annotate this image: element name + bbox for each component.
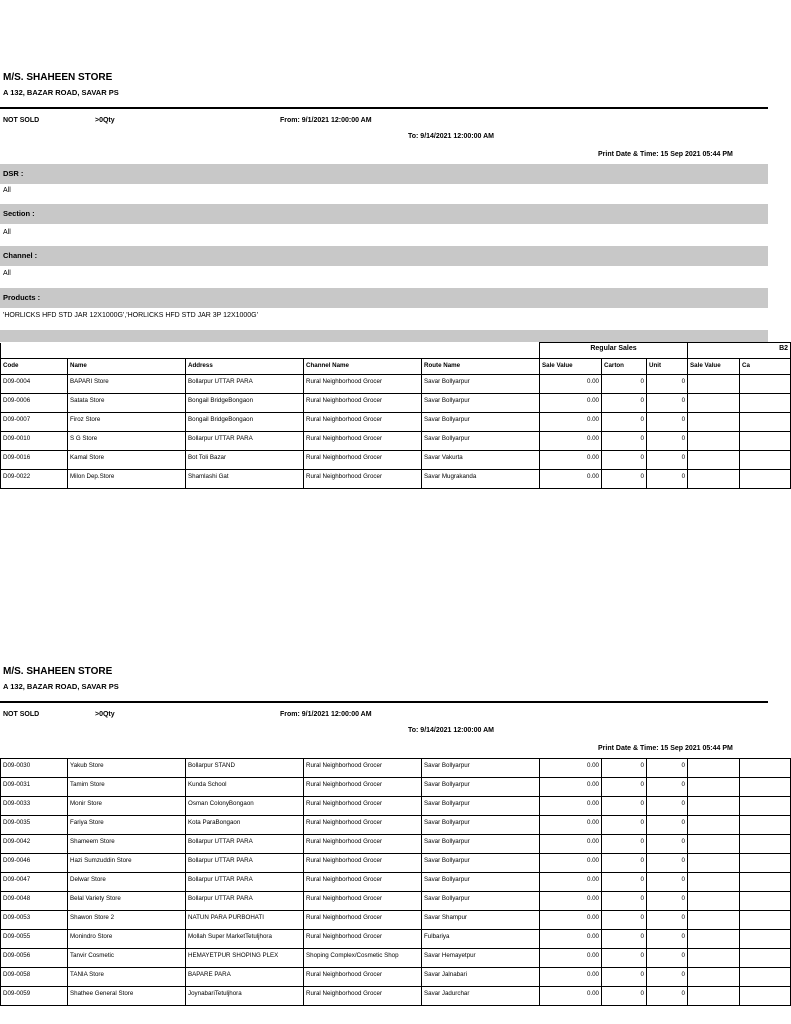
cell-name: Satata Store (68, 394, 186, 413)
cell-code: D09-0035 (1, 816, 68, 835)
cell-sale-value: 0.00 (540, 816, 602, 835)
cell-channel: Rural Neighborhood Grocer (304, 394, 422, 413)
cell-sale-value: 0.00 (540, 413, 602, 432)
cell-unit: 0 (647, 854, 688, 873)
cell-b2-sale-value (688, 949, 740, 968)
cell-sale-value: 0.00 (540, 375, 602, 394)
cell-address: Bollarpur UTTAR PARA (186, 892, 304, 911)
cell-b2-sale-value (688, 432, 740, 451)
cell-b2-sale-value (688, 375, 740, 394)
col-unit: Unit (647, 359, 688, 375)
cell-code: D09-0042 (1, 835, 68, 854)
cell-b2-sale-value (688, 873, 740, 892)
cell-address: Bollarpur STAND (186, 759, 304, 778)
cell-route: Savar Mugrakanda (422, 470, 540, 489)
store-name: M/S. SHAHEEN STORE (3, 666, 113, 677)
cell-route: Savar Jalnabari (422, 968, 540, 987)
cell-name: Tamim Store (68, 778, 186, 797)
not-sold-table (0, 342, 791, 489)
cell-unit: 0 (647, 759, 688, 778)
dsr-label: DSR : (3, 169, 24, 178)
cell-unit: 0 (647, 873, 688, 892)
cell-unit: 0 (647, 432, 688, 451)
cell-b2-carton (740, 451, 791, 470)
cell-b2-sale-value (688, 413, 740, 432)
cell-channel: Rural Neighborhood Grocer (304, 451, 422, 470)
section-label: Section : (3, 209, 35, 218)
filter-band-channel (0, 246, 768, 266)
cell-unit: 0 (647, 949, 688, 968)
cell-b2-carton (740, 854, 791, 873)
cell-code: D09-0033 (1, 797, 68, 816)
cell-code: D09-0047 (1, 873, 68, 892)
cell-channel: Rural Neighborhood Grocer (304, 835, 422, 854)
cell-channel: Rural Neighborhood Grocer (304, 930, 422, 949)
cell-name: Fariya Store (68, 816, 186, 835)
cell-address: Mollah Super MarketTetuljhora (186, 930, 304, 949)
channel-label: Channel : (3, 251, 38, 260)
cell-sale-value: 0.00 (540, 759, 602, 778)
cell-route: Savar Vakurta (422, 451, 540, 470)
cell-address: BAPARE PARA (186, 968, 304, 987)
cell-channel: Rural Neighborhood Grocer (304, 854, 422, 873)
cell-route: Savar Shampur (422, 911, 540, 930)
cell-b2-carton (740, 892, 791, 911)
cell-b2-carton (740, 778, 791, 797)
cell-b2-sale-value (688, 778, 740, 797)
cell-b2-sale-value (688, 930, 740, 949)
cell-channel: Rural Neighborhood Grocer (304, 470, 422, 489)
not-sold-table-continued (0, 758, 791, 1006)
cell-address: NATUN PARA PURBOHATI (186, 911, 304, 930)
cell-address: Osman ColonyBongaon (186, 797, 304, 816)
cell-channel: Rural Neighborhood Grocer (304, 873, 422, 892)
cell-sale-value: 0.00 (540, 968, 602, 987)
col-route: Route Name (422, 359, 540, 375)
cell-route: Savar Bollyarpur (422, 778, 540, 797)
group-header-row (1, 343, 791, 359)
products-value: 'HORLICKS HFD STD JAR 12X1000G','HORLICKS HFD STD JAR 3P 12X1000G' (3, 312, 258, 319)
cell-address: Bongail BridgeBongaon (186, 394, 304, 413)
cell-address: Bot Toli Bazar (186, 451, 304, 470)
header-rule (0, 107, 768, 109)
cell-sale-value: 0.00 (540, 394, 602, 413)
table-row (1, 930, 791, 949)
cell-unit: 0 (647, 797, 688, 816)
cell-address: Bollarpur UTTAR PARA (186, 432, 304, 451)
cell-name: TANIA Store (68, 968, 186, 987)
cell-unit: 0 (647, 911, 688, 930)
cell-route: Savar Jadurchar (422, 987, 540, 1006)
cell-code: D09-0048 (1, 892, 68, 911)
table-row (1, 394, 791, 413)
cell-address: Shamlashi Gat (186, 470, 304, 489)
cell-code: D09-0010 (1, 432, 68, 451)
store-address: A 132, BAZAR ROAD, SAVAR PS (3, 88, 119, 97)
cell-sale-value: 0.00 (540, 854, 602, 873)
cell-sale-value: 0.00 (540, 778, 602, 797)
cell-name: Belal Variety Store (68, 892, 186, 911)
qty-filter: >0Qty (95, 117, 115, 124)
col-code: Code (1, 359, 68, 375)
cell-sale-value: 0.00 (540, 892, 602, 911)
cell-unit: 0 (647, 451, 688, 470)
table-row (1, 432, 791, 451)
qty-filter: >0Qty (95, 711, 115, 718)
cell-route: Savar Bollyarpur (422, 854, 540, 873)
filter-band-dsr (0, 164, 768, 184)
cell-unit: 0 (647, 375, 688, 394)
cell-b2-carton (740, 797, 791, 816)
table-row (1, 854, 791, 873)
cell-route: Savar Bollyarpur (422, 892, 540, 911)
cell-address: Bollarpur UTTAR PARA (186, 375, 304, 394)
cell-carton: 0 (602, 394, 647, 413)
cell-carton: 0 (602, 816, 647, 835)
report-page-2 (0, 594, 768, 1024)
cell-channel: Rural Neighborhood Grocer (304, 759, 422, 778)
table-row (1, 451, 791, 470)
cell-b2-sale-value (688, 470, 740, 489)
date-to: To: 9/14/2021 12:00:00 AM (408, 133, 494, 140)
print-datetime: Print Date & Time: 15 Sep 2021 05:44 PM (598, 745, 733, 752)
cell-b2-carton (740, 930, 791, 949)
cell-channel: Rural Neighborhood Grocer (304, 911, 422, 930)
channel-value: All (3, 270, 11, 277)
cell-carton: 0 (602, 451, 647, 470)
cell-sale-value: 0.00 (540, 835, 602, 854)
table-row (1, 797, 791, 816)
cell-code: D09-0004 (1, 375, 68, 394)
cell-code: D09-0006 (1, 394, 68, 413)
cell-b2-carton (740, 835, 791, 854)
cell-address: Bollarpur UTTAR PARA (186, 854, 304, 873)
cell-name: Tanvir Cosmetic (68, 949, 186, 968)
cell-carton: 0 (602, 873, 647, 892)
table-row (1, 759, 791, 778)
cell-name: Shathee General Store (68, 987, 186, 1006)
cell-name: S G Store (68, 432, 186, 451)
cell-address: HEMAYETPUR SHOPING PLEX (186, 949, 304, 968)
cell-b2-carton (740, 470, 791, 489)
cell-unit: 0 (647, 778, 688, 797)
cell-carton: 0 (602, 778, 647, 797)
cell-unit: 0 (647, 470, 688, 489)
table-row (1, 470, 791, 489)
table-row (1, 375, 791, 394)
cell-sale-value: 0.00 (540, 949, 602, 968)
cell-name: Shawon Store 2 (68, 911, 186, 930)
cell-b2-sale-value (688, 451, 740, 470)
cell-name: Firoz Store (68, 413, 186, 432)
cell-sale-value: 0.00 (540, 451, 602, 470)
cell-address: Bongail BridgeBongaon (186, 413, 304, 432)
cell-unit: 0 (647, 394, 688, 413)
date-from: From: 9/1/2021 12:00:00 AM (280, 711, 372, 718)
group-blank (1, 343, 540, 359)
cell-route: Savar Bollyarpur (422, 873, 540, 892)
cell-sale-value: 0.00 (540, 987, 602, 1006)
date-to: To: 9/14/2021 12:00:00 AM (408, 727, 494, 734)
table-row (1, 987, 791, 1006)
cell-carton: 0 (602, 892, 647, 911)
cell-route: Savar Bollyarpur (422, 375, 540, 394)
cell-code: D09-0059 (1, 987, 68, 1006)
cell-channel: Rural Neighborhood Grocer (304, 778, 422, 797)
cell-unit: 0 (647, 835, 688, 854)
cell-name: BAPARI Store (68, 375, 186, 394)
cell-unit: 0 (647, 413, 688, 432)
cell-name: Hazi Sumzuddin Store (68, 854, 186, 873)
cell-name: Delwar Store (68, 873, 186, 892)
cell-b2-carton (740, 968, 791, 987)
col-name: Name (68, 359, 186, 375)
cell-address: Bollarpur UTTAR PARA (186, 873, 304, 892)
cell-channel: Rural Neighborhood Grocer (304, 375, 422, 394)
cell-b2-sale-value (688, 835, 740, 854)
cell-b2-carton (740, 394, 791, 413)
cell-name: Yakub Store (68, 759, 186, 778)
cell-sale-value: 0.00 (540, 797, 602, 816)
cell-channel: Rural Neighborhood Grocer (304, 432, 422, 451)
table-body-page-1 (1, 375, 791, 489)
cell-sale-value: 0.00 (540, 911, 602, 930)
cell-carton: 0 (602, 911, 647, 930)
col-address: Address (186, 359, 304, 375)
cell-sale-value: 0.00 (540, 930, 602, 949)
table-row (1, 873, 791, 892)
cell-route: Savar Bollyarpur (422, 835, 540, 854)
cell-b2-carton (740, 759, 791, 778)
cell-name: Shameem Store (68, 835, 186, 854)
cell-route: Savar Bollyarpur (422, 394, 540, 413)
cell-name: Kamal Store (68, 451, 186, 470)
table-row (1, 892, 791, 911)
report-type: NOT SOLD (3, 711, 40, 718)
cell-unit: 0 (647, 968, 688, 987)
cell-code: D09-0031 (1, 778, 68, 797)
cell-b2-carton (740, 873, 791, 892)
cell-b2-carton (740, 987, 791, 1006)
cell-code: D09-0030 (1, 759, 68, 778)
cell-code: D09-0055 (1, 930, 68, 949)
cell-carton: 0 (602, 759, 647, 778)
cell-carton: 0 (602, 930, 647, 949)
cell-code: D09-0056 (1, 949, 68, 968)
section-value: All (3, 229, 11, 236)
cell-address: JoynabariTetuljhora (186, 987, 304, 1006)
col-carton: Carton (602, 359, 647, 375)
cell-carton: 0 (602, 413, 647, 432)
cell-carton: 0 (602, 835, 647, 854)
cell-b2-carton (740, 911, 791, 930)
cell-code: D09-0046 (1, 854, 68, 873)
cell-name: Monindro Store (68, 930, 186, 949)
cell-name: Milon Dep.Store (68, 470, 186, 489)
table-body-page-2 (1, 759, 791, 1006)
cell-address: Kota ParaBongaon (186, 816, 304, 835)
cell-route: Savar Bollyarpur (422, 759, 540, 778)
cell-channel: Shoping Complex/Cosmetic Shop (304, 949, 422, 968)
cell-carton: 0 (602, 432, 647, 451)
cell-address: Kunda School (186, 778, 304, 797)
cell-carton: 0 (602, 375, 647, 394)
cell-b2-sale-value (688, 797, 740, 816)
cell-b2-sale-value (688, 394, 740, 413)
cell-b2-carton (740, 816, 791, 835)
cell-sale-value: 0.00 (540, 873, 602, 892)
cell-b2-carton (740, 413, 791, 432)
cell-unit: 0 (647, 987, 688, 1006)
col-channel: Channel Name (304, 359, 422, 375)
cell-b2-sale-value (688, 816, 740, 835)
cell-b2-sale-value (688, 911, 740, 930)
table-row (1, 816, 791, 835)
column-header-row (1, 359, 791, 375)
cell-route: Fulbariya (422, 930, 540, 949)
cell-code: D09-0016 (1, 451, 68, 470)
cell-carton: 0 (602, 470, 647, 489)
cell-route: Savar Bollyarpur (422, 797, 540, 816)
table-top-band (0, 330, 768, 342)
cell-route: Savar Bollyarpur (422, 816, 540, 835)
cell-route: Savar Bollyarpur (422, 413, 540, 432)
report-type: NOT SOLD (3, 117, 40, 124)
col-b2-sale-value: Sale Value (688, 359, 740, 375)
filter-band-section (0, 204, 768, 224)
cell-channel: Rural Neighborhood Grocer (304, 968, 422, 987)
print-datetime: Print Date & Time: 15 Sep 2021 05:44 PM (598, 151, 733, 158)
group-regular-sales: Regular Sales (540, 343, 688, 359)
cell-carton: 0 (602, 949, 647, 968)
table-row (1, 949, 791, 968)
cell-b2-sale-value (688, 968, 740, 987)
cell-channel: Rural Neighborhood Grocer (304, 892, 422, 911)
table-row (1, 911, 791, 930)
cell-b2-sale-value (688, 759, 740, 778)
cell-route: Savar Bollyarpur (422, 432, 540, 451)
cell-b2-carton (740, 375, 791, 394)
cell-channel: Rural Neighborhood Grocer (304, 987, 422, 1006)
cell-b2-carton (740, 432, 791, 451)
store-address: A 132, BAZAR ROAD, SAVAR PS (3, 682, 119, 691)
table-row (1, 413, 791, 432)
cell-carton: 0 (602, 987, 647, 1006)
cell-b2-sale-value (688, 892, 740, 911)
cell-code: D09-0007 (1, 413, 68, 432)
table-row (1, 968, 791, 987)
group-b2: B2 (688, 343, 791, 359)
cell-b2-sale-value (688, 987, 740, 1006)
cell-unit: 0 (647, 816, 688, 835)
cell-carton: 0 (602, 968, 647, 987)
cell-channel: Rural Neighborhood Grocer (304, 816, 422, 835)
table-row (1, 835, 791, 854)
cell-unit: 0 (647, 930, 688, 949)
header-rule (0, 701, 768, 703)
cell-name: Monir Store (68, 797, 186, 816)
cell-channel: Rural Neighborhood Grocer (304, 413, 422, 432)
filter-band-products (0, 288, 768, 308)
cell-unit: 0 (647, 892, 688, 911)
cell-carton: 0 (602, 797, 647, 816)
cell-route: Savar Hemayetpur (422, 949, 540, 968)
dsr-value: All (3, 187, 11, 194)
date-from: From: 9/1/2021 12:00:00 AM (280, 117, 372, 124)
col-sale-value: Sale Value (540, 359, 602, 375)
col-b2-carton: Ca (740, 359, 791, 375)
cell-address: Bollarpur UTTAR PARA (186, 835, 304, 854)
cell-channel: Rural Neighborhood Grocer (304, 797, 422, 816)
store-name: M/S. SHAHEEN STORE (3, 72, 113, 83)
products-label: Products : (3, 293, 41, 302)
cell-b2-carton (740, 949, 791, 968)
cell-code: D09-0053 (1, 911, 68, 930)
cell-code: D09-0058 (1, 968, 68, 987)
cell-sale-value: 0.00 (540, 470, 602, 489)
cell-code: D09-0022 (1, 470, 68, 489)
cell-b2-sale-value (688, 854, 740, 873)
table-row (1, 778, 791, 797)
cell-carton: 0 (602, 854, 647, 873)
cell-sale-value: 0.00 (540, 432, 602, 451)
